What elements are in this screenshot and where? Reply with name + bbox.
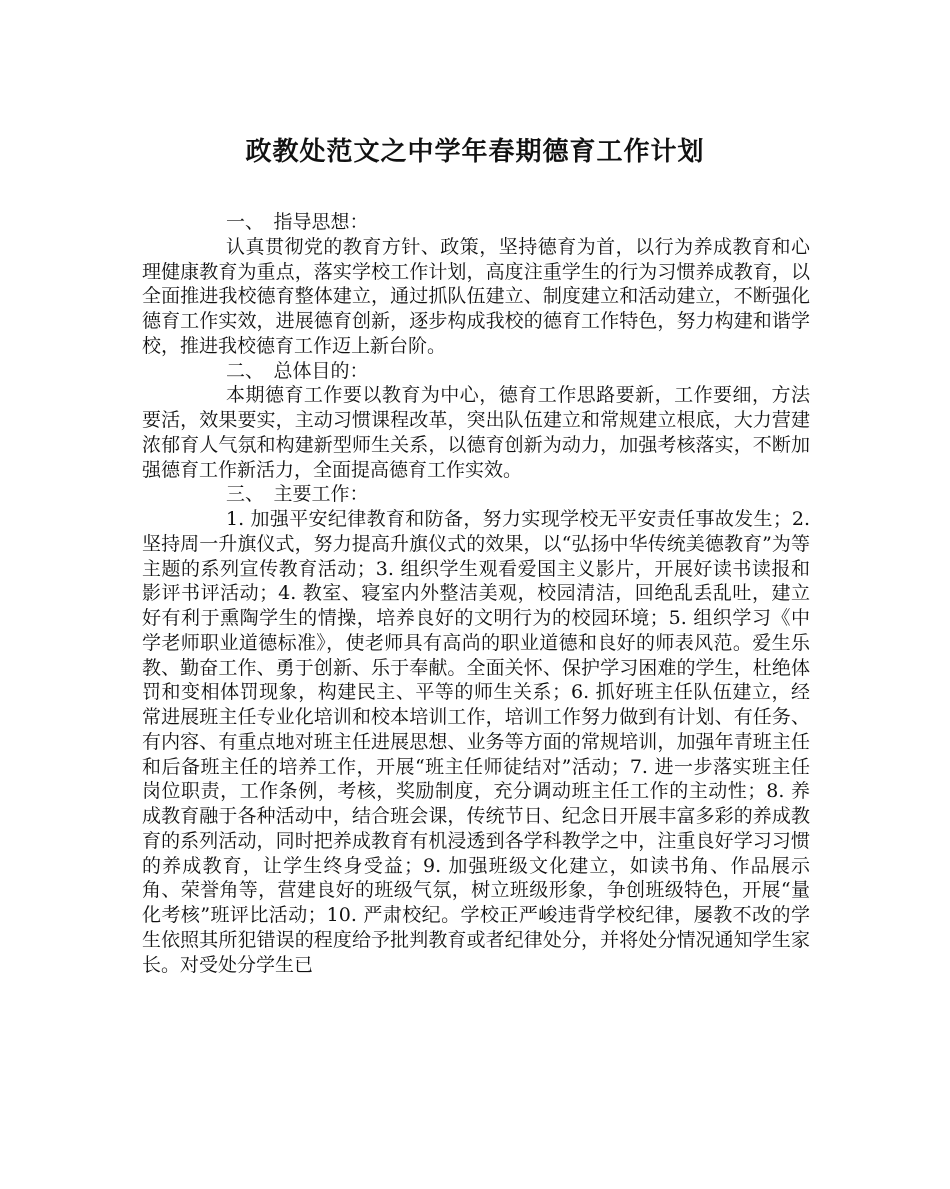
- section-heading-overall-goal: 二、 总体目的：: [226, 359, 369, 382]
- document-body: [142, 210, 810, 977]
- section-paragraph-main-work: 1. 加强平安纪律教育和防备，努力实现学校无平安责任事故发生；2. 坚持周一升旗仪式，努力提高升旗仪式的效果，以“弘扬中华传统美德教育”为等主题的系列宣传教育活动；3. 组织学生观看爱国主义影片，开展好读书读报和影评书评活动；4. 教室、寝室内外整洁美观，校园清洁，回绝乱丢乱吐，建立好有利于熏陶学生的情操，培养良好的文明行为的校园环境；5. 组织学习《中学老师职业道德标准》，使老师具有高尚的职业道德和良好的师表风范。爱生乐教、勤奋工作、勇于创新、乐于奉献。全面关怀、保护学习困难的学生，杜绝体罚和变相体罚现象，构建民主、平等的师生关系；6. 抓好班主任队伍建立，经常进展班主任专业化培训和校本培训工作，培训工作努力做到有计划、有任务、有内容、有重点地对班主任进展思想、业务等方面的常规培训，加强年青班主任和后备班主任的培养工作，开展“班主任师徒结对”活动；7. 进一步落实班主任岗位职责，工作条例，考核，奖励制度，充分调动班主任工作的主动性；8. 养成教育融于各种活动中，结合班会课，传统节日、纪念日开展丰富多彩的养成教育的系列活动，同时把养成教育有机浸透到各学科教学之中，注重良好学习习惯的养成教育，让学生终身受益；9. 加强班级文化建立，如读书角、作品展示角、荣誉角等，营建良好的班级气氛，树立班级形象，争创班级特色，开展“量化考核”班评比活动；10. 严肃校纪。学校正严峻违背学校纪律，屡教不改的学生依照其所犯错误的程度给予批判教育或者纪律处分，并将处分情况通知学生家长。对受处分学生已: [142, 508, 810, 976]
- document-title: 政教处范文之中学年春期德育工作计划: [245, 137, 705, 167]
- section-heading-guiding-ideology: 一、 指导思想：: [226, 211, 369, 233]
- section-heading-main-work: 三、 主要工作：: [226, 483, 369, 506]
- section-paragraph-guiding-ideology: 认真贯彻党的教育方针、政策，坚持德育为首，以行为养成教育和心理健康教育为重点，落实学校工作计划，高度注重学生的行为习惯养成教育，以全面推进我校德育整体建立，通过抓队伍建立、制度建立和活动建立，不断强化德育工作实效，进展德育创新，逐步构成我校的德育工作特色，努力构建和谐学校，推进我校德育工作迈上新台阶。: [142, 235, 810, 357]
- section-paragraph-overall-goal: 本期德育工作要以教育为中心，德育工作思路要新，工作要细，方法要活，效果要实，主动习惯课程改革，突出队伍建立和常规建立根底，大力营建浓郁育人气氛和构建新型师生关系，以德育创新为动力，加强考核落实，不断加强德育工作新活力，全面提高德育工作实效。: [142, 384, 810, 481]
